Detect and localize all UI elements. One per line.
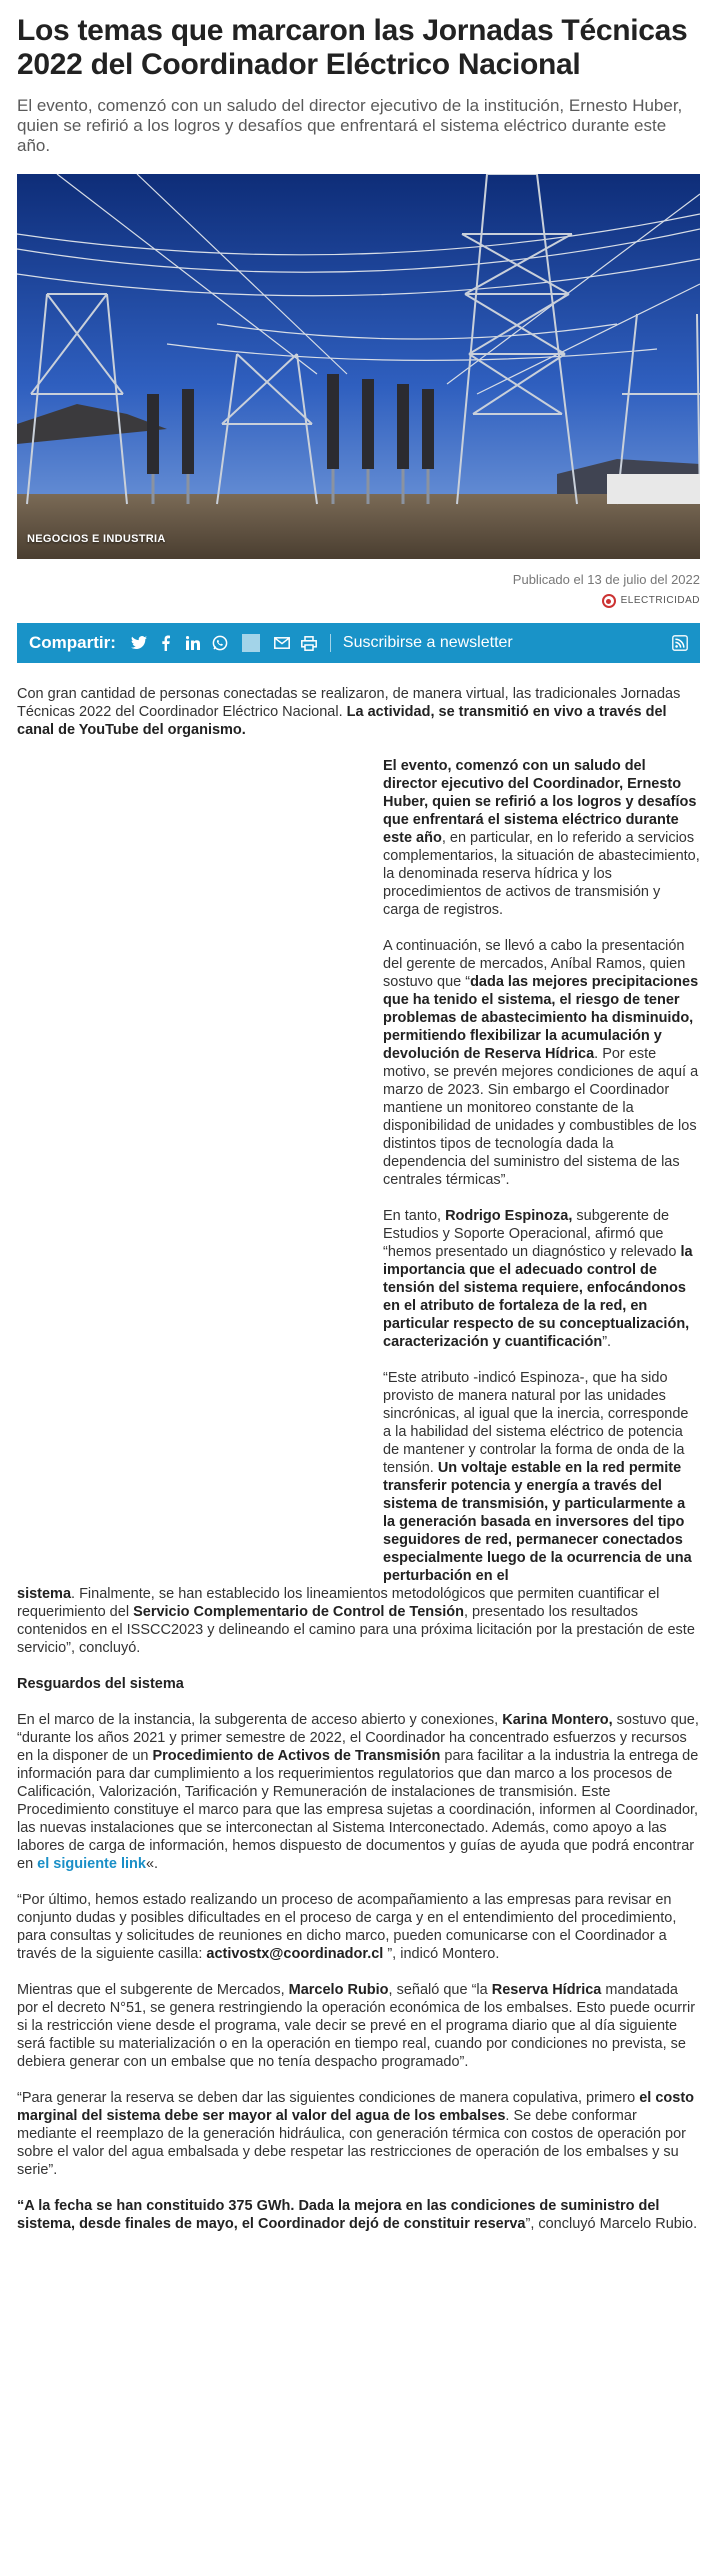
category-label[interactable]: ELECTRICIDAD [620,595,700,606]
substation-illustration [17,174,700,559]
paragraph-closing [17,2197,700,2233]
text-span: ”. [602,1334,612,1350]
text-span: . Finalmente, se han establecido los lineamientos metodológicos que permiten cuantificar el requerimiento del [17,1586,660,1620]
text-span: ”, indicó Montero. [383,1946,500,1962]
publish-date: Publicado el 13 de julio del 2022 [512,572,700,587]
article-meta [17,571,700,610]
print-icon[interactable] [300,634,318,652]
paragraph-montero-contact [17,1891,700,1963]
bold-span: Un voltaje estable en la red permite transferir potencia y energía a través del sistema de transmisión, y particularmente a la generación basada en inversores del tipo seguidores de red, permanecer conectados especialmente luego de la ocurrencia de una perturbación en el [383,1460,692,1584]
paragraph-rubio [17,1981,700,2071]
text-span: ”, concluyó Marcelo Rubio. [525,2216,698,2232]
image-category-tag: NEGOCIOS E INDUSTRIA [27,533,166,545]
indented-quote-block [383,757,700,1585]
text-span: subgerente de Estudios y Soporte Operacional, afirmó que “hemos presentado un diagnóstico y relevado [383,1208,681,1260]
facebook-icon[interactable] [157,634,175,652]
text-span: , presentado los resultados contenidos en el ISSCC2023 y delineando el camino para una próxima licitación por la prestación de este servicio”, concluyó. [17,1604,695,1656]
rss-icon[interactable] [672,635,688,651]
newsletter-link[interactable]: Suscribirse a newsletter [330,634,513,652]
article-lead: El evento, comenzó con un saludo del director ejecutivo de la institución, Ernesto Huber, quien se refirió a los logros y desafíos que enfrentará el sistema eléctrico durante este año. [17,96,683,155]
contact-email: activostx@coordinador.cl [206,1946,384,1962]
text-span: «. [145,1856,159,1872]
bold-span: Rodrigo Espinoza, [445,1208,573,1224]
paragraph-huber [383,757,700,919]
bold-span: La actividad, se transmitió en vivo a través del canal de YouTube del organismo. [17,704,667,738]
text-span: Con gran cantidad de personas conectadas se realizaron, de manera virtual, las tradicionales Jornadas Técnicas 2022 del Coordinador Eléctrico Nacional. [17,686,681,720]
article-title: Los temas que marcaron las Jornadas Técnicas 2022 del Coordinador Eléctrico Nacional [17,14,688,81]
bold-span: “A la fecha se han constituido 375 GWh. Dada la mejora en las condiciones de suministro del sistema, desde finales de mayo, el Coordinador dejó de constituir reserva [17,2198,660,2232]
whatsapp-icon[interactable] [211,634,229,652]
bold-span: sistema [17,1586,72,1602]
share-bar [17,623,700,663]
text-span: “Para generar la reserva se deben dar las siguientes condiciones de manera copulativa, primero [17,2090,640,2106]
article-body [17,685,700,2233]
text-span: “Por último, hemos estado realizando un proceso de acompañamiento a las empresas para revisar en conjunto dudas y posibles dificultades en el proceso de carga y en el entendimiento del procedimiento, para consultas y solicitudes de reuniones en dicho marco, pueden comunicarse con el Coordinador a través de la siguiente casilla: [17,1892,677,1962]
text-span: . Por este motivo, se prevén mejores condiciones de aquí a marzo de 2023. Sin embargo el Coordinador mantiene un monitoreo constante de la disponibilidad de unidades y combustibles de los distintos tipos de tecnología dada la dependencia del suministro del sistema de las centrales térmicas”. [383,1046,699,1188]
bold-span: Reserva Hídrica [491,1982,602,1998]
paragraph-montero [17,1711,700,1873]
share-icons [130,634,318,652]
bold-span: Marcelo Rubio [288,1982,389,1998]
text-span: , en particular, en lo referido a servicios complementarios, la situación de abastecimiento, la denominada reserva hídrica y los procedimientos de activos de transmisión y carga de registros. [383,830,700,918]
twitter-icon[interactable] [130,634,148,652]
text-span: A continuación, se llevó a cabo la presentación del gerente de mercados, Aníbal Ramos, quien sostuvo que “ [383,938,686,990]
bold-span: la importancia que el adecuado control de tensión del sistema requiere, enfocándonos en el atributo de fortaleza de la red, en particular respecto de su conceptualización, caracterización y cuantificación [383,1244,693,1350]
text-span: En el marco de la instancia, la subgerenta de acceso abierto y conexiones, [17,1712,503,1728]
paragraph-espinoza [383,1207,700,1351]
text-span: mandatada por el decreto N°51, se genera restringiendo la operación económica de los embalses. Esto puede ocurrir si la restricción viene desde el programa, vale decir se prevé en el programa diario que al día siguiente será factible su materialización o en la operación en tiempo real, cuando por condiciones no prevista, se debiera generar con un embalse que no tenía despacho programado”. [17,1982,696,2070]
text-span: , señaló que “la [388,1982,492,1998]
text-span: Mientras que el subgerente de Mercados, [17,1982,289,1998]
paragraph-intro [17,685,700,739]
text-span: . Se debe conformar mediante el reemplazo de la generación hidráulica, con generación térmica con costos de operación por sobre el valor del agua embalsada y debe respetar las restricciones de operación de los embalses y su serie”. [17,2108,687,2178]
bold-span: el costo marginal del sistema debe ser mayor al valor del agua de los embalses [17,2090,695,2124]
electricity-icon [602,594,616,608]
guides-link[interactable]: el siguiente link [37,1856,146,1872]
share-label: Compartir: [29,633,116,652]
bold-span: Procedimiento de Activos de Transmisión [152,1748,441,1764]
bold-span: Karina Montero, [502,1712,613,1728]
bold-span: El evento, comenzó con un saludo del director ejecutivo del Coordinador, Ernesto Huber, quien se refirió a los logros y desafíos que enfrentará el sistema eléctrico durante este año [383,758,697,846]
mail-icon[interactable] [273,634,291,652]
text-span: para facilitar a la industria la entrega de información para dar cumplimiento a los requerimientos regulatorios que dan marco a los procesos de Calificación, Valorización, Tarificación y Remuneración de instalaciones de transmisión. Este Procedimiento constituye el marco para que las empresa sujetas a coordinación, informen al Coordinador, las nuevas instalaciones que se interconectan al Sistema Interconectado. Además, como apoyo a las labores de carga de información, hemos dispuesto de documentos y guías de ayuda que podrá encontrar en [17,1748,699,1872]
paragraph-voltage-continued [17,1585,700,1657]
category-row[interactable] [17,592,700,610]
share-separator [242,634,260,652]
bold-span: dada las mejores precipitaciones que ha tenido el sistema, el riesgo de tener problemas de abastecimiento ha disminuido, permitiendo flexibilizar la acumulación y devolución de Reserva Hídrica [383,974,699,1062]
text-span: En tanto, [383,1208,446,1224]
section-heading: Resguardos del sistema [17,1676,184,1692]
paragraph-reserve-conditions [17,2089,700,2179]
article-hero-image [17,174,700,559]
paragraph-voltage-indented [383,1369,700,1585]
text-span: sostuvo que, “durante los años 2021 y primer semestre de 2022, el Coordinador ha concentrado esfuerzos y recursos en la disponer de un [17,1712,699,1764]
text-span: “Este atributo -indicó Espinoza-, que ha sido provisto de manera natural por las unidades sincrónicas, al igual que la inercia, corresponde a la habilidad del sistema eléctrico de potencia de mantener y controlar la forma de onda de la tensión. [383,1370,689,1476]
paragraph-ramos [383,937,700,1189]
bold-span: Servicio Complementario de Control de Tensión [133,1604,464,1620]
linkedin-icon[interactable] [184,634,202,652]
